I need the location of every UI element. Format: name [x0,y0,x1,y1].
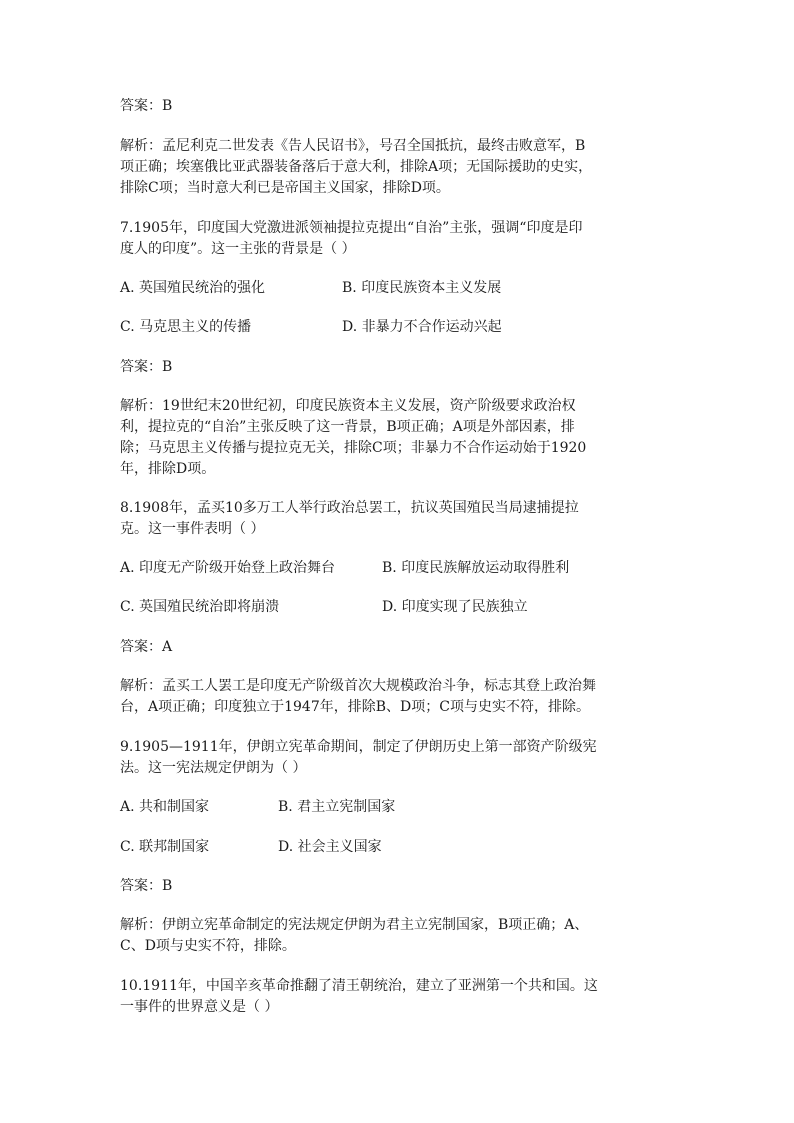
text-line: 度人的印度”。这一主张的背景是（ ） [120,241,356,257]
text-line: 排除C项；当时意大利已是帝国主义国家，排除D项。 [120,180,450,196]
text-line: 7.1905年，印度国大党激进派领袖提拉克提出“自治”主张，强调“印度是印 [120,220,583,236]
text-line: 9.1905—1911年，伊朗立宪革命期间，制定了伊朗历史上第一部资产阶级宪 [120,739,597,755]
text-line: 解析：19世纪末20世纪初，印度民族资本主义发展，资产阶级要求政治权 [120,398,576,414]
question-7 [120,218,680,260]
explanation-8 [120,676,680,718]
q9-option-a: A. 共和制国家 [120,799,210,815]
text-line: 解析：孟尼利克二世发表《告人民诏书》，号召全国抵抗，最终击败意军，B [120,138,586,154]
explanation-6 [120,136,680,199]
text-line: 答案：A [120,639,173,655]
question-8 [120,498,680,540]
text-line: 年，排除D项。 [120,461,216,477]
answer-7 [120,357,680,378]
text-line: 答案：B [120,359,173,375]
question-10 [120,976,680,1018]
explanation-9 [120,915,680,957]
answer-6 [120,96,680,117]
text-line: 10.1911年，中国辛亥革命推翻了清王朝统治，建立了亚洲第一个共和国。这 [120,978,598,994]
q8-option-c: C. 英国殖民统治即将崩溃 [120,599,280,615]
answer-8 [120,637,680,658]
q7-option-a: A. 英国殖民统治的强化 [120,280,266,296]
text-line: 答案：B [120,878,173,894]
q9-option-d: D. 社会主义国家 [278,839,382,855]
text-line: 一事件的世界意义是（ ） [120,999,279,1015]
text-line: 解析：孟买工人罢工是印度无产阶级首次大规模政治斗争，标志其登上政治舞 [120,678,596,694]
text-line: 项正确；埃塞俄比亚武器装备落后于意大利，排除A项；无国际援助的史实， [120,159,593,175]
text-line: 法。这一宪法规定伊朗为（ ） [120,760,307,776]
text-line: 8.1908年，孟买10多万工人举行政治总罢工，抗议英国殖民当局逮捕提拉 [120,500,579,516]
question-9 [120,737,680,779]
text-line: 利，提拉克的“自治”主张反映了这一背景，B项正确；A项是外部因素，排 [120,419,575,435]
text-line: 台，A项正确；印度独立于1947年，排除B、D项；C项与史实不符，排除。 [120,699,590,715]
q8-option-b: B. 印度民族解放运动取得胜利 [382,560,570,576]
explanation-7 [120,396,680,480]
q9-option-c: C. 联邦制国家 [120,839,210,855]
text-line: 除；马克思主义传播与提拉克无关，排除C项；非暴力不合作运动始于1920 [120,440,587,456]
answer-9 [120,876,680,897]
q9-option-b: B. 君主立宪制国家 [278,799,396,815]
q7-option-b: B. 印度民族资本主义发展 [342,280,502,296]
text-line: 克。这一事件表明（ ） [120,521,265,537]
text-line: 解析：伊朗立宪革命制定的宪法规定伊朗为君主立宪制国家，B项正确；A、 [120,917,589,933]
q7-option-c: C. 马克思主义的传播 [120,319,252,335]
q8-option-d: D. 印度实现了民族独立 [382,599,528,615]
q7-option-d: D. 非暴力不合作运动兴起 [342,319,502,335]
q8-option-a: A. 印度无产阶级开始登上政治舞台 [120,560,336,576]
text-line: C、D项与史实不符，排除。 [120,938,296,954]
text-line: 答案：B [120,98,173,114]
